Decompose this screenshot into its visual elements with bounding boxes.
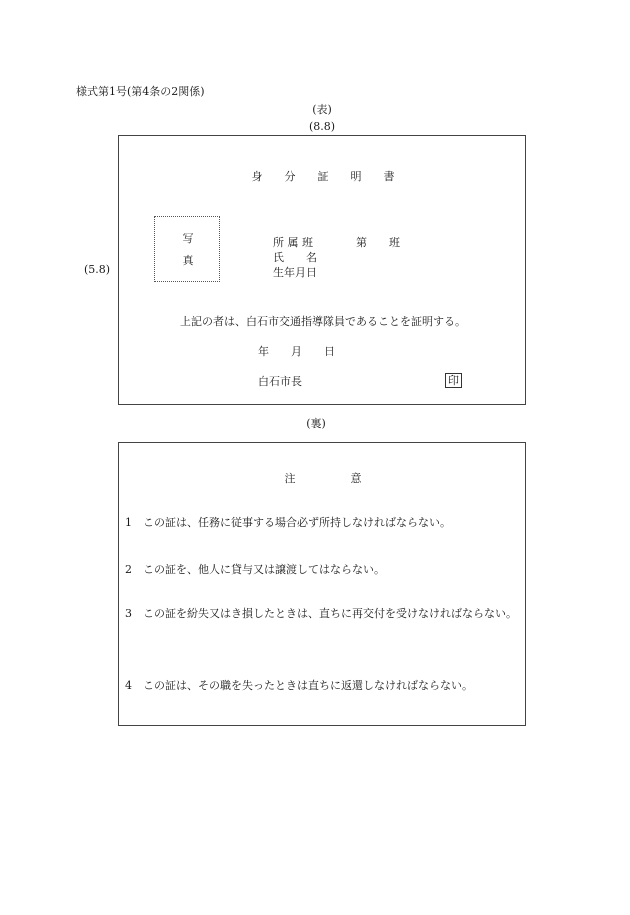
card-title: 身 分 証 明 書: [251, 170, 395, 183]
photo-placeholder: [154, 216, 220, 282]
notice-item: [125, 603, 517, 625]
notice-title: 注 意: [284, 472, 362, 485]
notice-text: この証は、その職を失ったときは直ちに返還しなければならない。: [143, 679, 473, 692]
back-side-label: (裏): [306, 417, 326, 430]
notice-item: [125, 675, 517, 697]
affiliation-label: 所 属 班: [273, 236, 313, 249]
name-label: 氏 名: [273, 251, 317, 264]
notice-text: この証を紛失又はき損したときは、直ちに再交付を受けなければならない。: [143, 607, 517, 620]
affiliation-number: 第 班: [356, 236, 400, 249]
notice-item: [125, 559, 517, 581]
notice-number: 4: [125, 679, 132, 692]
date-of-birth-label: 生年月日: [273, 266, 317, 279]
notice-number: 3: [125, 607, 132, 620]
notice-text: この証は、任務に従事する場合必ず所持しなければならない。: [143, 516, 451, 529]
seal-box: 印: [445, 373, 462, 388]
photo-label-2: 真: [182, 254, 194, 267]
notice-text: この証を、他人に貸与又は譲渡してはならない。: [143, 563, 385, 576]
notice-number: 1: [125, 516, 132, 529]
id-card-back: [118, 442, 526, 726]
certification-statement: 上記の者は、白石市交通指導隊員であることを証明する。: [180, 315, 466, 328]
photo-label-1: 写: [182, 232, 194, 245]
notice-item: [125, 512, 517, 534]
front-side-label: (表): [312, 103, 332, 116]
notice-number: 2: [125, 563, 132, 576]
issue-date: 年 月 日: [258, 345, 335, 358]
form-title: 様式第1号(第4条の2関係): [76, 85, 205, 98]
issuer-name: 白石市長: [258, 375, 302, 388]
height-dimension: (5.8): [84, 263, 111, 276]
id-card-front: [118, 135, 526, 405]
width-dimension: (8.8): [308, 120, 336, 133]
